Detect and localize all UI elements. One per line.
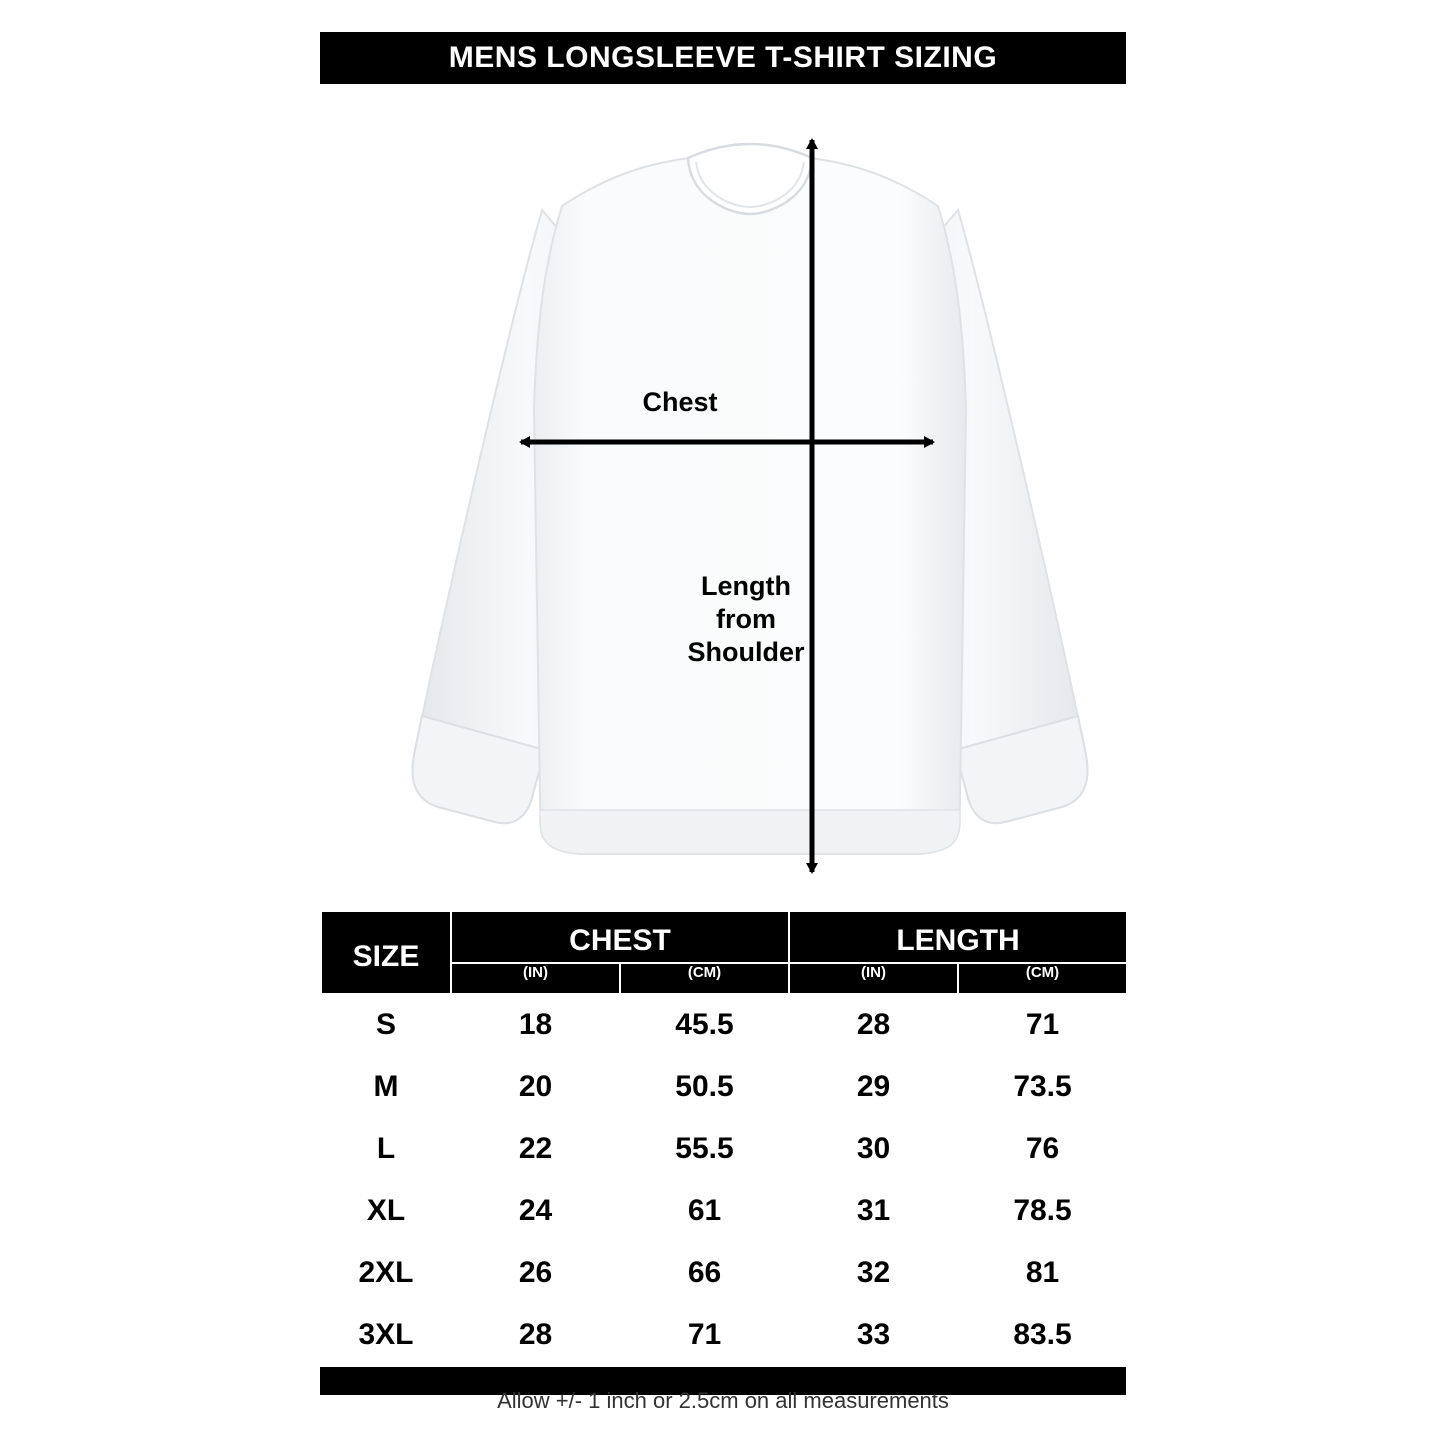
table-row [321,1304,1127,1366]
length-label-line3: Shoulder [687,636,805,667]
cell-length-cm: 76 [958,1118,1127,1180]
cell-size: 3XL [321,1304,451,1366]
page-title-bar [320,32,1126,84]
table-row [321,1118,1127,1180]
size-chart-table-wrapper [320,910,1126,1395]
cell-chest-cm: 45.5 [620,994,789,1056]
table-row [321,1180,1127,1242]
cell-length-in: 33 [789,1304,958,1366]
cell-chest-cm: 50.5 [620,1056,789,1118]
table-row [321,994,1127,1056]
measurement-note: Allow +/- 1 inch or 2.5cm on all measurements [497,1388,949,1413]
length-label-line2: from [716,603,776,634]
cell-length-cm: 73.5 [958,1056,1127,1118]
page-title: MENS LONGSLEEVE T-SHIRT SIZING [448,41,998,74]
cell-length-in: 32 [789,1242,958,1304]
table-row [321,1242,1127,1304]
size-chart-table [320,910,1128,1367]
cell-chest-cm: 66 [620,1242,789,1304]
cell-size: L [321,1118,451,1180]
table-group-header-row [321,911,1127,963]
cell-chest-in: 26 [451,1242,620,1304]
cell-size: M [321,1056,451,1118]
header-chest-cm: (CM) [620,963,789,994]
cell-chest-in: 20 [451,1056,620,1118]
longsleeve-tshirt-illustration [285,110,1165,900]
cell-length-cm: 83.5 [958,1304,1127,1366]
cell-length-in: 29 [789,1056,958,1118]
cell-size: S [321,994,451,1056]
cell-chest-in: 28 [451,1304,620,1366]
header-chest-in: (IN) [451,963,620,994]
chest-label: Chest [642,387,718,417]
cell-length-in: 28 [789,994,958,1056]
shirt-diagram [0,100,1445,900]
table-row [321,1056,1127,1118]
header-length-cm: (CM) [958,963,1127,994]
shirt-body [534,156,966,854]
cell-chest-cm: 71 [620,1304,789,1366]
cell-size: 2XL [321,1242,451,1304]
header-length: LENGTH [789,911,1127,963]
cell-length-cm: 78.5 [958,1180,1127,1242]
header-length-in: (IN) [789,963,958,994]
cell-size: XL [321,1180,451,1242]
cell-chest-in: 22 [451,1118,620,1180]
cell-length-cm: 71 [958,994,1127,1056]
header-size: SIZE [321,911,451,994]
cell-length-cm: 81 [958,1242,1127,1304]
cell-chest-cm: 55.5 [620,1118,789,1180]
cell-length-in: 31 [789,1180,958,1242]
header-chest: CHEST [451,911,789,963]
cell-chest-in: 18 [451,994,620,1056]
cell-chest-cm: 61 [620,1180,789,1242]
length-label [626,570,866,669]
cell-length-in: 30 [789,1118,958,1180]
length-label-line1: Length [701,571,791,601]
cell-chest-in: 24 [451,1180,620,1242]
